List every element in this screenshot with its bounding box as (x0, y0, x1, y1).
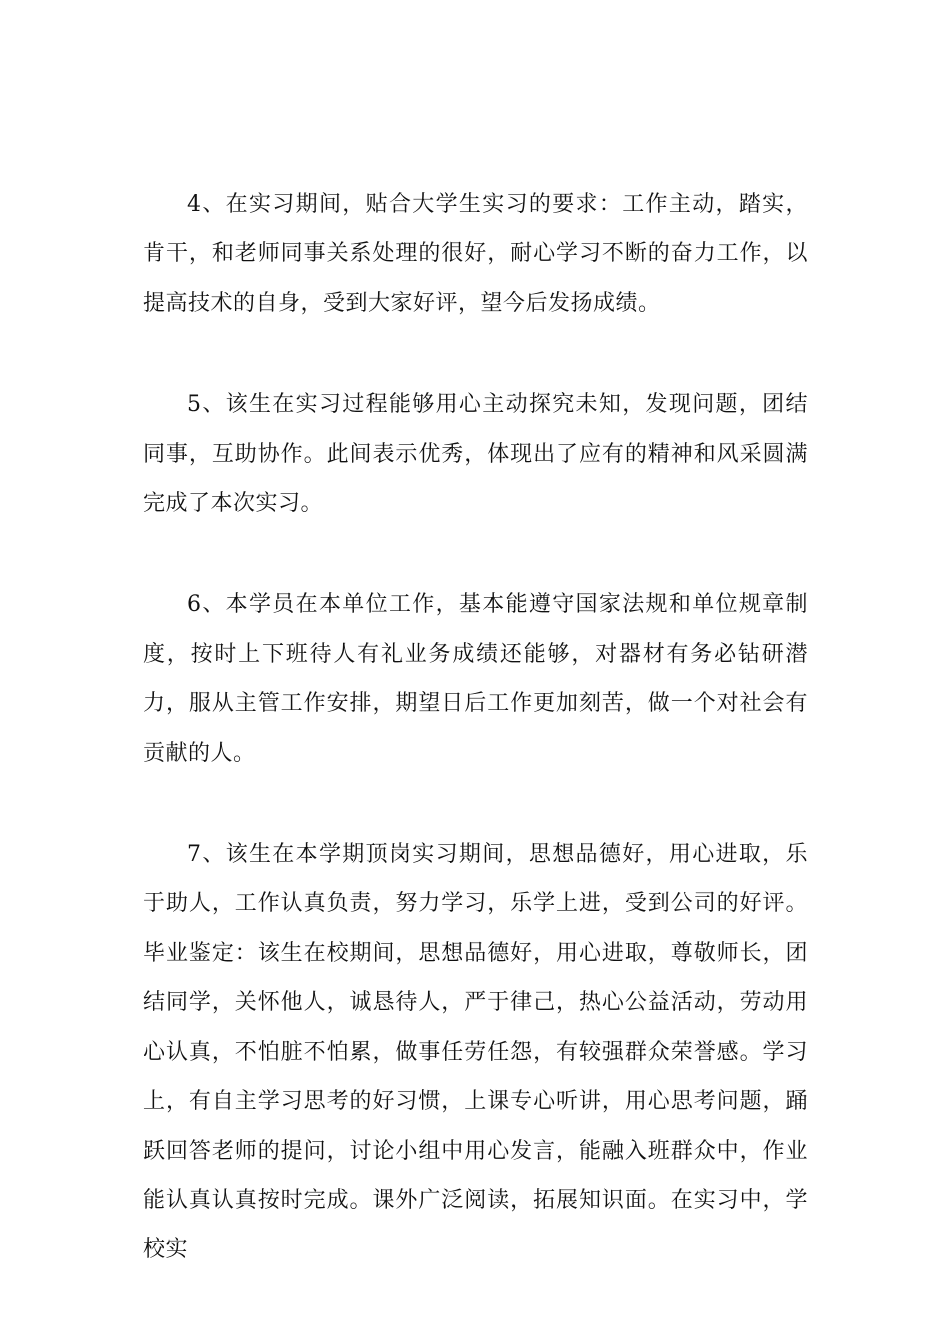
paragraph-6: 6、本学员在本单位工作，基本能遵守国家法规和单位规章制度，按时上下班待人有礼业务成绩还能够，对器材有务必钻研潜力，服从主管工作安排，期望日后工作更加刻苦，做一个对社会有贡献的人。 (143, 592, 808, 766)
document-body (143, 180, 808, 1275)
paragraph-5: 5、该生在实习过程能够用心主动探究未知，发现问题，团结同事，互助协作。此间表示优秀，体现出了应有的精神和风采圆满完成了本次实习。 (143, 392, 808, 517)
paragraph-7: 7、该生在本学期顶岗实习期间，思想品德好，用心进取，乐于助人，工作认真负责，努力学习，乐学上进，受到公司的好评。毕业鉴定：该生在校期间，思想品德好，用心进取，尊敬师长，团结同学，关怀他人，诚恳待人，严于律己，热心公益活动，劳动用心认真，不怕脏不怕累，做事任劳任怨，有较强群众荣誉感。学习上，有自主学习思考的好习惯，上课专心听讲，用心思考问题，踊跃回答老师的提问，讨论小组中用心发言，能融入班群众中，作业能认真认真按时完成。课外广泛阅读，拓展知识面。在实习中，学校实 (143, 842, 808, 1263)
paragraph-4: 4、在实习期间，贴合大学生实习的要求：工作主动，踏实，肯干，和老师同事关系处理的很好，耐心学习不断的奋力工作，以提高技术的自身，受到大家好评，望今后发扬成绩。 (143, 192, 808, 316)
